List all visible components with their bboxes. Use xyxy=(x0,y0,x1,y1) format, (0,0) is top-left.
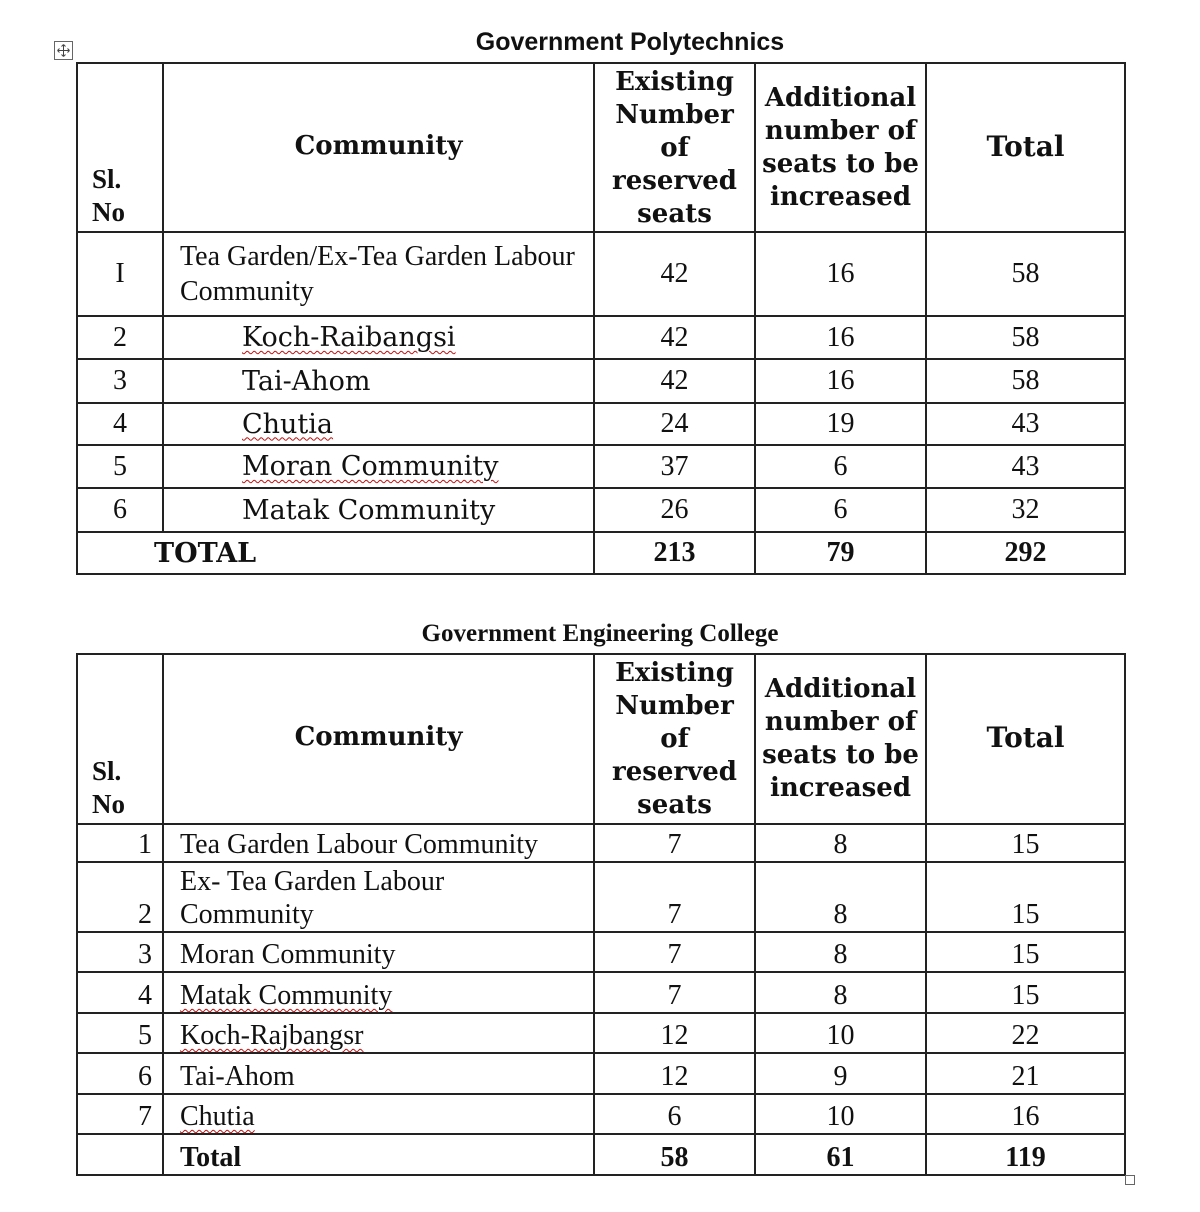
table-row xyxy=(77,445,1125,488)
total-header: Total xyxy=(926,63,1125,232)
existing-cell: 24 xyxy=(594,403,755,445)
additional-cell: 8 xyxy=(755,824,926,862)
polytechnics-table xyxy=(76,62,1126,575)
header-row xyxy=(77,654,1125,824)
table-row xyxy=(77,488,1125,532)
existing-seats-header: Existing Number of reserved seats xyxy=(594,63,755,232)
additional-cell: 8 xyxy=(755,972,926,1013)
existing-cell: 12 xyxy=(594,1013,755,1053)
existing-total: 58 xyxy=(594,1134,755,1175)
existing-cell: 7 xyxy=(594,972,755,1013)
sl-no-cell: 6 xyxy=(77,1053,163,1094)
existing-cell: 42 xyxy=(594,316,755,359)
header-row xyxy=(77,63,1125,232)
community-cell: Tea Garden/Ex-Tea Garden Labour Community xyxy=(163,232,594,316)
existing-cell: 7 xyxy=(594,824,755,862)
engineering-title: Government Engineering College xyxy=(421,620,779,647)
sl-no-header: Sl. No xyxy=(77,654,163,824)
total-cell: 43 xyxy=(926,403,1125,445)
community-header: Community xyxy=(163,654,594,824)
additional-cell: 16 xyxy=(755,316,926,359)
additional-total: 61 xyxy=(755,1134,926,1175)
table-row xyxy=(77,403,1125,445)
sl-no-cell: 3 xyxy=(77,932,163,972)
total-cell: 21 xyxy=(926,1053,1125,1094)
existing-seats-header: Existing Number of reserved seats xyxy=(594,654,755,824)
table-row xyxy=(77,359,1125,403)
sl-no-cell: 7 xyxy=(77,1094,163,1134)
table-row xyxy=(77,1053,1125,1094)
sl-no-cell: 2 xyxy=(77,316,163,359)
empty-cell xyxy=(77,1134,163,1175)
sl-no-cell: 1 xyxy=(77,824,163,862)
total-header: Total xyxy=(926,654,1125,824)
community-cell: Ex- Tea Garden Labour Community xyxy=(163,862,594,932)
engineering-table xyxy=(76,653,1126,1176)
total-label: TOTAL xyxy=(77,532,594,574)
additional-cell: 6 xyxy=(755,488,926,532)
community-cell: Koch-Raibangsi xyxy=(163,316,594,359)
table-row xyxy=(77,824,1125,862)
total-cell: 15 xyxy=(926,862,1125,932)
total-cell: 16 xyxy=(926,1094,1125,1134)
additional-cell: 16 xyxy=(755,232,926,316)
total-row xyxy=(77,532,1125,574)
sl-no-cell: 4 xyxy=(77,403,163,445)
table-row xyxy=(77,316,1125,359)
existing-cell: 37 xyxy=(594,445,755,488)
additional-cell: 19 xyxy=(755,403,926,445)
total-cell: 15 xyxy=(926,972,1125,1013)
community-cell: Chutia xyxy=(163,403,594,445)
community-cell: Matak Community xyxy=(163,972,594,1013)
additional-cell: 10 xyxy=(755,1094,926,1134)
total-label: Total xyxy=(163,1134,594,1175)
table-row xyxy=(77,232,1125,316)
polytechnics-title: Government Polytechnics xyxy=(475,28,785,56)
table-row xyxy=(77,862,1125,932)
additional-cell: 9 xyxy=(755,1053,926,1094)
existing-cell: 26 xyxy=(594,488,755,532)
total-cell: 15 xyxy=(926,824,1125,862)
total-cell: 22 xyxy=(926,1013,1125,1053)
community-cell: Chutia xyxy=(163,1094,594,1134)
total-cell: 58 xyxy=(926,316,1125,359)
existing-cell: 7 xyxy=(594,932,755,972)
community-cell: Matak Community xyxy=(163,488,594,532)
table-row xyxy=(77,1013,1125,1053)
community-cell: Tea Garden Labour Community xyxy=(163,824,594,862)
table-row xyxy=(77,1094,1125,1134)
sl-no-cell: 3 xyxy=(77,359,163,403)
grand-total: 292 xyxy=(926,532,1125,574)
table-row xyxy=(77,932,1125,972)
total-cell: 15 xyxy=(926,932,1125,972)
additional-cell: 8 xyxy=(755,932,926,972)
existing-cell: 7 xyxy=(594,862,755,932)
existing-total: 213 xyxy=(594,532,755,574)
table-row xyxy=(77,972,1125,1013)
additional-total: 79 xyxy=(755,532,926,574)
total-cell: 32 xyxy=(926,488,1125,532)
community-cell: Tai-Ahom xyxy=(163,359,594,403)
community-cell: Koch-Rajbangsr xyxy=(163,1013,594,1053)
additional-cell: 10 xyxy=(755,1013,926,1053)
total-cell: 43 xyxy=(926,445,1125,488)
additional-cell: 8 xyxy=(755,862,926,932)
existing-cell: 6 xyxy=(594,1094,755,1134)
sl-no-cell: 5 xyxy=(77,1013,163,1053)
sl-no-header: Sl. No xyxy=(77,63,163,232)
community-cell: Moran Community xyxy=(163,445,594,488)
existing-cell: 42 xyxy=(594,359,755,403)
sl-no-cell: 5 xyxy=(77,445,163,488)
sl-no-cell: 2 xyxy=(77,862,163,932)
community-cell: Tai-Ahom xyxy=(163,1053,594,1094)
additional-seats-header: Additional number of seats to be increased xyxy=(755,63,926,232)
total-cell: 58 xyxy=(926,232,1125,316)
sl-no-cell: I xyxy=(77,232,163,316)
additional-seats-header: Additional number of seats to be increased xyxy=(755,654,926,824)
sl-no-cell: 6 xyxy=(77,488,163,532)
additional-cell: 6 xyxy=(755,445,926,488)
community-header: Community xyxy=(163,63,594,232)
additional-cell: 16 xyxy=(755,359,926,403)
grand-total: 119 xyxy=(926,1134,1125,1175)
existing-cell: 12 xyxy=(594,1053,755,1094)
total-row xyxy=(77,1134,1125,1175)
table-resize-handle[interactable] xyxy=(1125,1175,1135,1185)
community-cell: Moran Community xyxy=(163,932,594,972)
sl-no-cell: 4 xyxy=(77,972,163,1013)
total-cell: 58 xyxy=(926,359,1125,403)
existing-cell: 42 xyxy=(594,232,755,316)
